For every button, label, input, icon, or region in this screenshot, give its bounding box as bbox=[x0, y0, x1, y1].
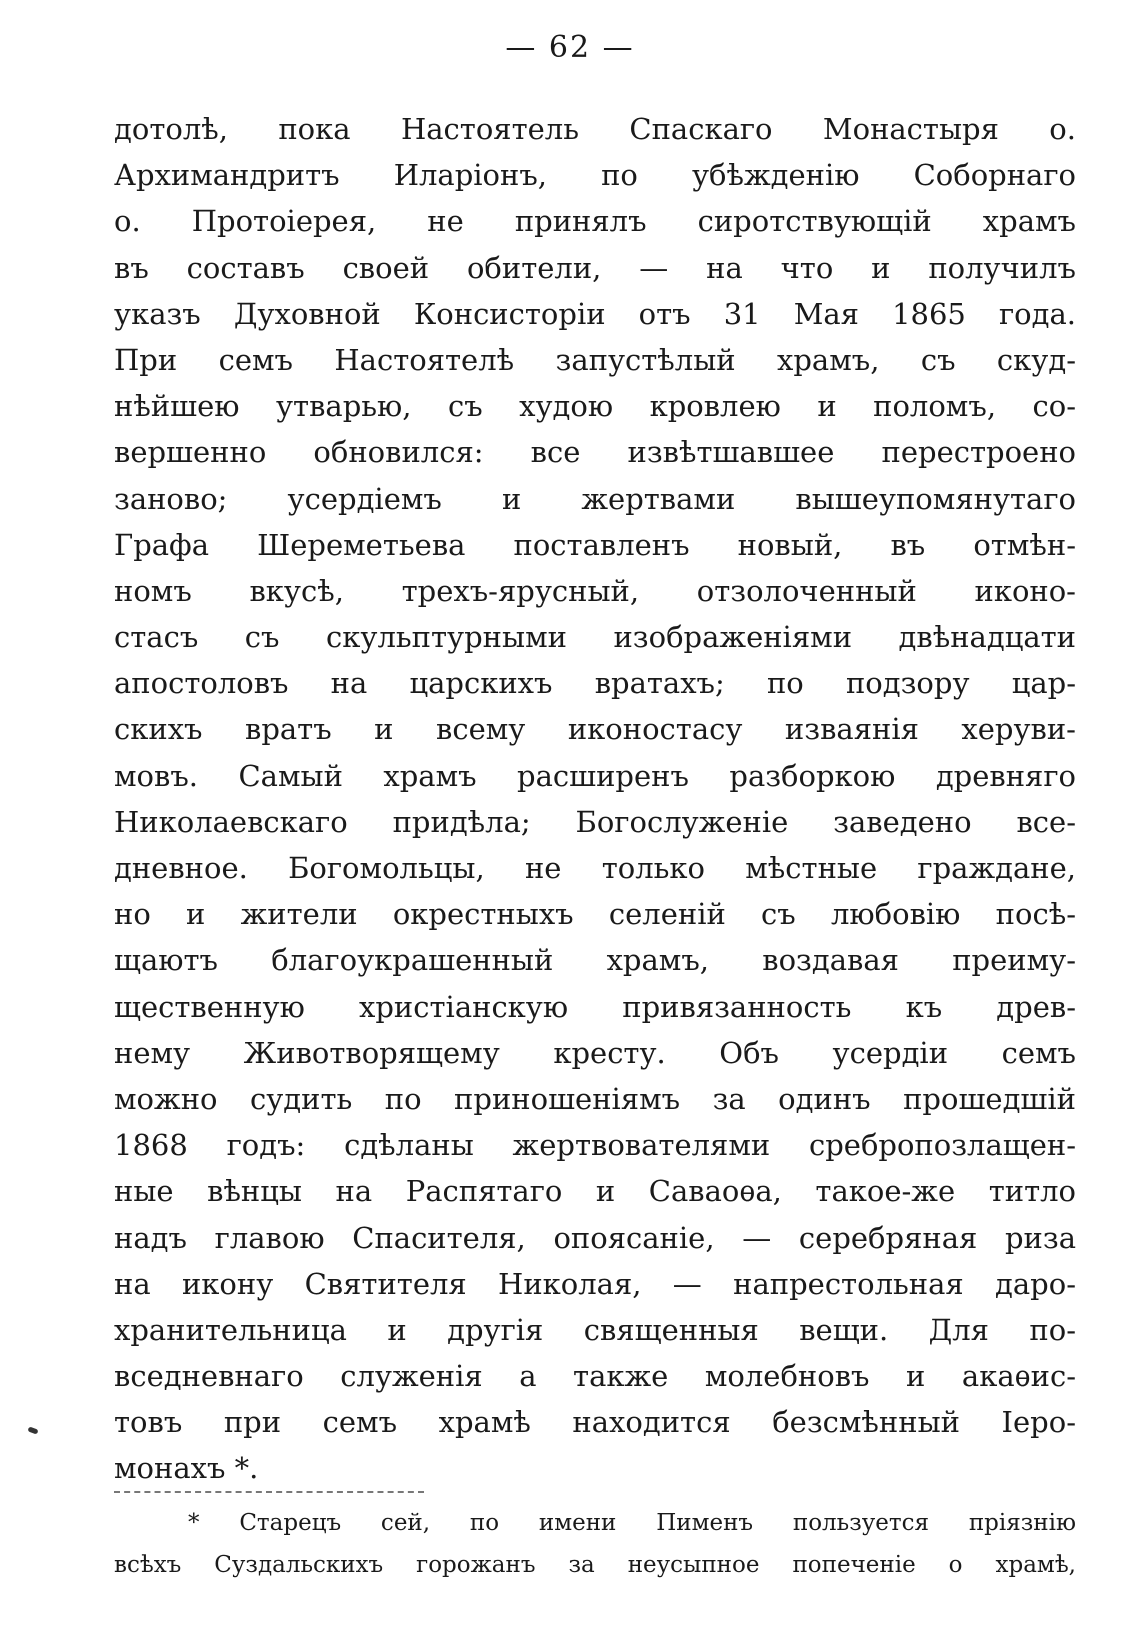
text-line: скихъ вратъ и всему иконостасу изваянія херуви- bbox=[114, 712, 1076, 747]
text-line: щаютъ благоукрашенный храмъ, воздавая преиму- bbox=[114, 943, 1076, 978]
footnote-line: * Старецъ сей, по имени Пименъ пользуется пріязнію bbox=[188, 1510, 1076, 1536]
text-line: монахъ *. bbox=[114, 1451, 259, 1486]
text-line: вседневнаго служенія а также молебновъ и акаѳис- bbox=[114, 1359, 1076, 1394]
page-number: — 62 — bbox=[505, 30, 635, 65]
text-line: товъ при семъ храмѣ находится безсмѣнный Іеро- bbox=[114, 1405, 1076, 1440]
text-line: Графа Шереметьева поставленъ новый, въ отмѣн- bbox=[114, 527, 1076, 562]
text-line: надъ главою Спасителя, опоясаніе, — серебряная риза bbox=[114, 1220, 1076, 1255]
text-line: нѣйшею утварью, съ худою кровлею и поломъ, со- bbox=[114, 389, 1076, 424]
text-line: нему Животворящему кресту. Объ усердіи семъ bbox=[114, 1035, 1076, 1070]
footnote bbox=[114, 1502, 1076, 1586]
text-line: щественную христіанскую привязанность къ древ- bbox=[114, 989, 1076, 1024]
text-line: вершенно обновился: все извѣтшавшее перестроено bbox=[114, 435, 1076, 470]
footnote-line: всѣхъ Суздальскихъ горожанъ за неусыпное попеченіе о храмѣ, bbox=[114, 1552, 1076, 1578]
text-line: мовъ. Самый храмъ расширенъ разборкою древняго bbox=[114, 758, 1076, 793]
text-line: на икону Святителя Николая, — напрестольная даро- bbox=[114, 1266, 1076, 1301]
text-line: о. Протоіерея, не принялъ сиротствующій храмъ bbox=[114, 204, 1076, 239]
text-line: При семъ Настоятелѣ запустѣлый храмъ, съ скуд- bbox=[114, 342, 1076, 377]
text-line: можно судить по приношеніямъ за одинъ прошедшій bbox=[114, 1081, 1076, 1116]
text-line: хранительница и другія священныя вещи. Для по- bbox=[114, 1312, 1076, 1347]
text-line: Архимандритъ Иларіонъ, по убѣжденію Соборнаго bbox=[114, 158, 1076, 193]
text-line: Николаевскаго придѣла; Богослуженіе заведено все- bbox=[114, 804, 1076, 839]
text-line: стасъ съ скульптурными изображеніями двѣнадцати bbox=[114, 620, 1076, 655]
margin-ink-mark bbox=[27, 1426, 38, 1434]
text-line: дотолѣ, пока Настоятель Спаскаго Монастыря о. bbox=[114, 112, 1076, 146]
text-line: но и жители окрестныхъ селеній съ любовію посѣ- bbox=[114, 897, 1076, 932]
text-line: номъ вкусѣ, трехъ-ярусный, отзолоченный иконо- bbox=[114, 573, 1076, 608]
text-line: апостоловъ на царскихъ вратахъ; по подзору цар- bbox=[114, 666, 1076, 701]
text-line: 1868 годъ: сдѣланы жертвователями сребропозлащен- bbox=[114, 1128, 1076, 1163]
text-line: ные вѣнцы на Распятаго и Саваоѳа, такое-же титло bbox=[114, 1174, 1076, 1209]
main-text bbox=[114, 106, 1076, 1492]
text-line: заново; усердіемъ и жертвами вышеупомянутаго bbox=[114, 481, 1076, 516]
footnote-divider bbox=[114, 1491, 424, 1493]
text-line: указъ Духовной Консисторіи отъ 31 Мая 1865 года. bbox=[114, 296, 1076, 331]
text-line: дневное. Богомольцы, не только мѣстные граждане, bbox=[114, 851, 1076, 885]
text-line: въ составъ своей обители, — на что и получилъ bbox=[114, 250, 1076, 285]
